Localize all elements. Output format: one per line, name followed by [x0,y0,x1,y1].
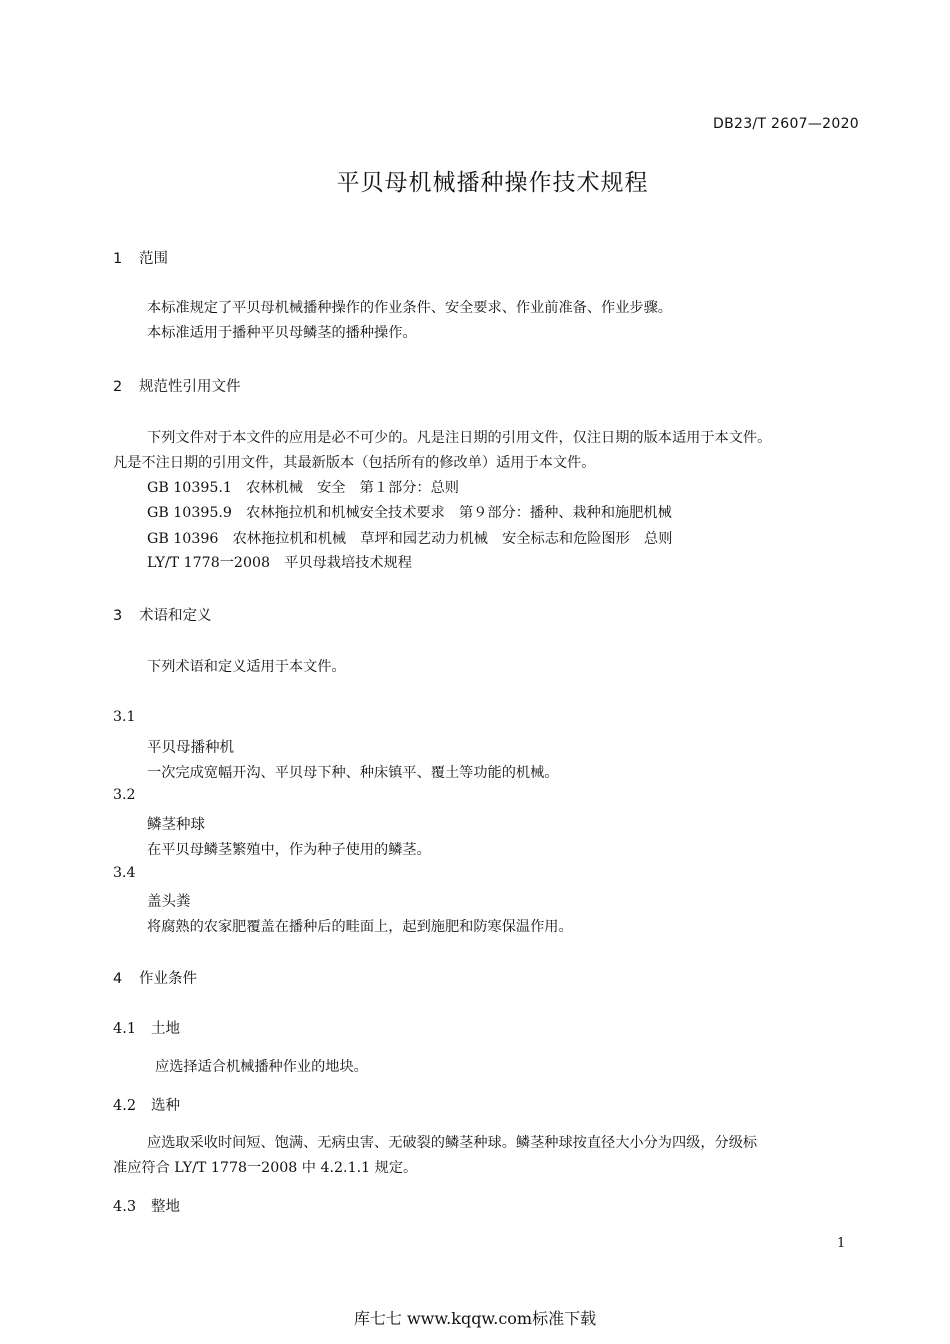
term-definition: 在平贝母鳞茎繁殖中，作为种子使用的鳞茎。 [147,842,431,858]
subsection-4-1-heading [113,1017,180,1038]
section-title: 范围 [139,251,168,267]
paragraph: 下列术语和定义适用于本文件。 [147,659,346,675]
section-2-heading [113,375,241,396]
standard-number: DB23/T 2607—2020 [713,116,859,132]
paragraph-continuation: 准应符合 LY/T 1778一2008 中 4.2.1.1 规定。 [113,1160,418,1176]
subsection-number: 4.2 [113,1098,137,1114]
paragraph: 本标准适用于播种平贝母鳞茎的播种操作。 [147,325,417,341]
reference-item: GB 10396 农林拖拉机和机械 草坪和园艺动力机械 安全标志和危险图形 总则 [147,531,673,547]
section-4-heading [113,967,197,988]
paragraph-continuation: 凡是不注日期的引用文件，其最新版本（包括所有的修改单）适用于本文件。 [113,455,596,471]
section-title: 术语和定义 [139,608,212,624]
footer-watermark: 库七七 www.kqqw.com标准下载 [353,1309,597,1328]
subsection-title: 土地 [151,1021,180,1037]
section-number: 1 [113,251,123,267]
section-number: 2 [113,379,123,395]
section-number: 3 [113,608,123,624]
paragraph: 本标准规定了平贝母机械播种操作的作业条件、安全要求、作业前准备、作业步骤。 [147,300,672,316]
subsection-4-2-heading [113,1094,180,1115]
subsection-number: 4.3 [113,1199,137,1215]
section-3-heading [113,604,212,625]
paragraph: 下列文件对于本文件的应用是必不可少的。凡是注日期的引用文件，仅注日期的版本适用于本文件。 [147,430,772,446]
document-title: 平贝母机械播种操作技术规程 [336,170,649,196]
reference-item: GB 10395.1 农林机械 安全 第１部分：总则 [147,480,459,496]
subsection-title: 选种 [151,1098,180,1114]
term-definition: 将腐熟的农家肥覆盖在播种后的畦面上，起到施肥和防寒保温作用。 [147,919,573,935]
term-number: 3.2 [113,787,136,803]
term-definition: 一次完成宽幅开沟、平贝母下种、种床镇平、覆土等功能的机械。 [147,765,559,781]
section-number: 4 [113,971,123,987]
section-title: 作业条件 [139,971,197,987]
term-name: 盖头粪 [147,894,191,910]
subsection-4-3-heading [113,1195,180,1216]
section-1-heading [113,247,168,268]
subsection-title: 整地 [151,1199,180,1215]
reference-item: GB 10395.9 农林拖拉机和机械安全技术要求 第９部分：播种、栽种和施肥机械 [147,505,672,521]
subsection-number: 4.1 [113,1021,137,1037]
term-number: 3.1 [113,709,136,725]
section-title: 规范性引用文件 [139,379,241,395]
page-number: 1 [837,1236,846,1251]
term-name: 平贝母播种机 [147,740,234,756]
reference-item: LY/T 1778一2008 平贝母栽培技术规程 [147,555,412,571]
paragraph: 应选取采收时间短、饱满、无病虫害、无破裂的鳞茎种球。鳞茎种球按直径大小分为四级，分级标 [147,1135,758,1151]
paragraph: 应选择适合机械播种作业的地块。 [155,1059,368,1075]
term-name: 鳞茎种球 [147,817,205,833]
term-number: 3.4 [113,865,136,881]
